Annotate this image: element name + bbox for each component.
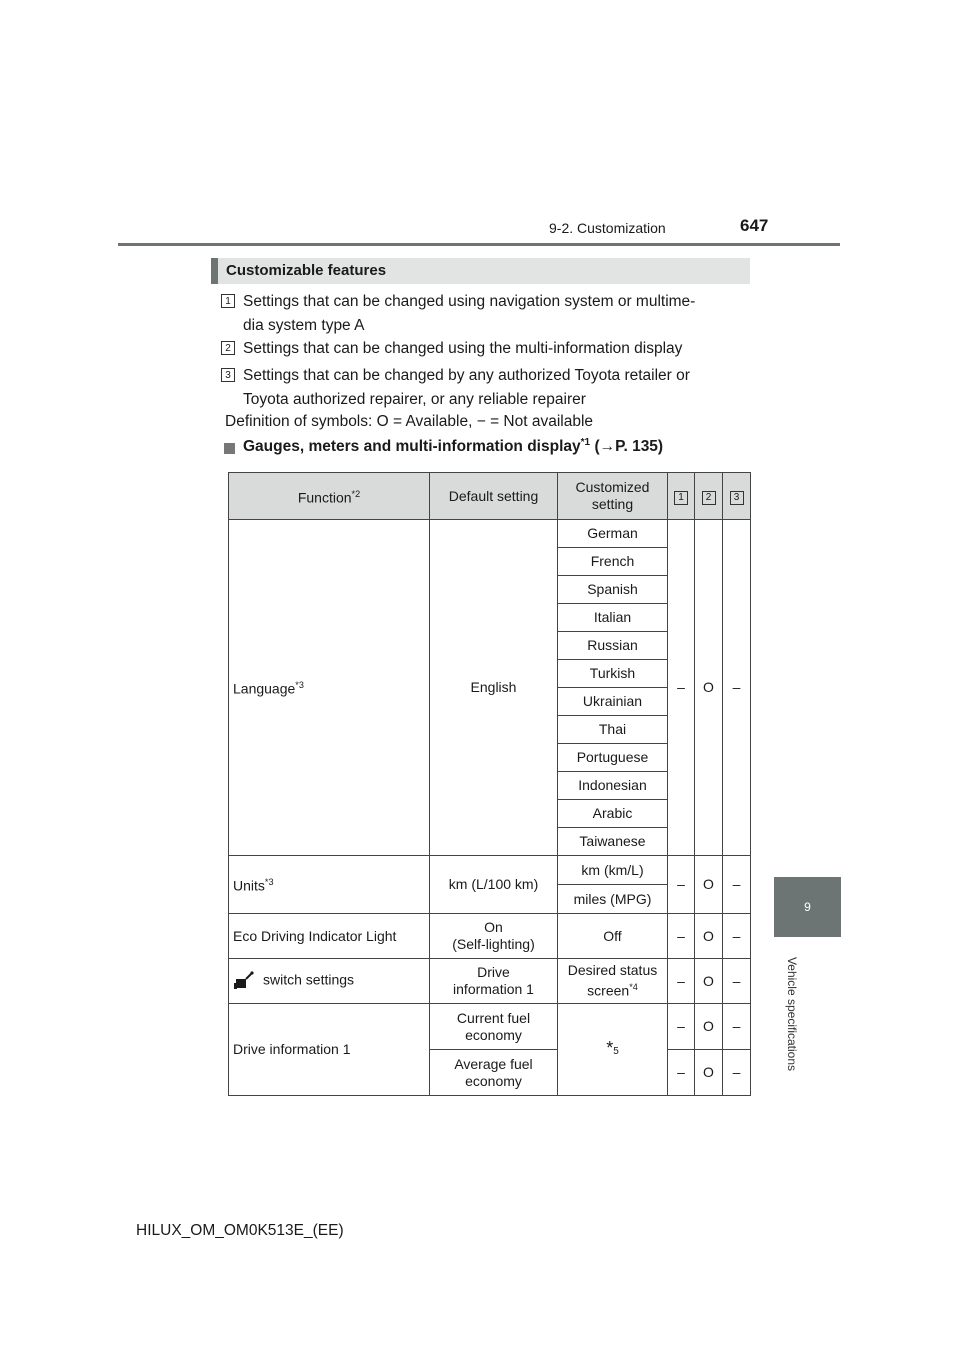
switch-c3: – bbox=[723, 959, 751, 1004]
item-number-3: 3 bbox=[221, 368, 235, 382]
eco-c2: O bbox=[695, 914, 723, 959]
language-option: Ukrainian bbox=[558, 688, 668, 716]
language-c1: – bbox=[668, 520, 695, 856]
drive-c2: O bbox=[695, 1004, 723, 1050]
language-option: Italian bbox=[558, 604, 668, 632]
language-option: Turkish bbox=[558, 660, 668, 688]
language-option: Thai bbox=[558, 716, 668, 744]
drive-c1: – bbox=[668, 1004, 695, 1050]
header-customized: Customized setting bbox=[558, 473, 668, 520]
gauges-title: Gauges, meters and multi-information display bbox=[243, 438, 581, 456]
item-2: Settings that can be changed using the multi-information display bbox=[243, 340, 683, 357]
units-c1: – bbox=[668, 856, 695, 914]
drive-option-1: Current fuel economy bbox=[430, 1004, 558, 1050]
document-code: HILUX_OM_OM0K513E_(EE) bbox=[136, 1222, 344, 1239]
switch-custom: Desired status screen$^{*4}$ bbox=[558, 959, 668, 1004]
section-title: 9-2. Customization bbox=[549, 220, 666, 236]
switch-c2: O bbox=[695, 959, 723, 1004]
units-cell: Units$^{*3}$ bbox=[229, 856, 430, 914]
item-1-line-2: dia system type A bbox=[243, 317, 365, 334]
eco-default: On (Self-lighting) bbox=[430, 914, 558, 959]
eco-c1: – bbox=[668, 914, 695, 959]
table-row bbox=[229, 856, 751, 885]
square-bullet-icon bbox=[224, 443, 235, 454]
language-option: Russian bbox=[558, 632, 668, 660]
drive-info-cell: Drive information 1 bbox=[229, 1004, 430, 1096]
item-1-line-1: Settings that can be changed using navigation system or multime- bbox=[243, 293, 696, 310]
header-col-3: 3 bbox=[723, 473, 751, 520]
drive-c3: – bbox=[723, 1004, 751, 1050]
header-col-2: 2 bbox=[695, 473, 723, 520]
header-default: Default setting bbox=[430, 473, 558, 520]
table-row bbox=[229, 959, 751, 1004]
page-number: 647 bbox=[740, 216, 769, 235]
settings-table bbox=[228, 472, 751, 1096]
language-c3: – bbox=[723, 520, 751, 856]
drive-c2b: O bbox=[695, 1050, 723, 1096]
table-header-row bbox=[229, 473, 751, 520]
steering-switch-icon bbox=[233, 971, 255, 991]
chapter-label-text: Vehicle specifications bbox=[785, 956, 799, 1072]
eco-c3: – bbox=[723, 914, 751, 959]
language-option: Indonesian bbox=[558, 772, 668, 800]
switch-c1: – bbox=[668, 959, 695, 1004]
drive-c1b: – bbox=[668, 1050, 695, 1096]
drive-option-2: Average fuel economy bbox=[430, 1050, 558, 1096]
language-option: Spanish bbox=[558, 576, 668, 604]
units-option-1: km (km/L) bbox=[558, 856, 668, 885]
switch-default: Drive information 1 bbox=[430, 959, 558, 1004]
chapter-number: 9 bbox=[804, 900, 811, 914]
language-cell: Language$^{*3}$ bbox=[229, 520, 430, 856]
language-default: English bbox=[430, 520, 558, 856]
language-option: Portuguese bbox=[558, 744, 668, 772]
language-option: German bbox=[558, 520, 668, 548]
units-c2: O bbox=[695, 856, 723, 914]
language-option: Arabic bbox=[558, 800, 668, 828]
item-1 bbox=[243, 290, 746, 338]
eco-custom: Off bbox=[558, 914, 668, 959]
heading-text: Customizable features bbox=[226, 262, 387, 279]
item-3 bbox=[243, 364, 746, 412]
header-col-1: 1 bbox=[668, 473, 695, 520]
language-option: Taiwanese bbox=[558, 828, 668, 856]
item-number-1: 1 bbox=[221, 294, 235, 308]
table-row bbox=[229, 1004, 751, 1050]
chapter-tab[interactable] bbox=[774, 877, 841, 937]
units-option-2: miles (MPG) bbox=[558, 885, 668, 914]
header-rule bbox=[118, 243, 840, 246]
header-function: Function$^{*2}$ bbox=[229, 473, 430, 520]
gauges-ref[interactable]: (→P. 135) bbox=[594, 438, 664, 456]
drive-c3b: – bbox=[723, 1050, 751, 1096]
language-option: French bbox=[558, 548, 668, 576]
symbol-definition: Definition of symbols: O = Available, − = Not available bbox=[225, 413, 594, 430]
language-c2: O bbox=[695, 520, 723, 856]
customizable-features-heading bbox=[211, 258, 750, 284]
item-3-line-1: Settings that can be changed by any authorized Toyota retailer or bbox=[243, 367, 690, 384]
units-c3: – bbox=[723, 856, 751, 914]
gauges-sup: *1 bbox=[580, 437, 591, 448]
item-3-line-2: Toyota authorized repairer, or any reliable repairer bbox=[243, 391, 586, 408]
units-default: km (L/100 km) bbox=[430, 856, 558, 914]
switch-cell: switch settings bbox=[229, 959, 430, 1004]
table-row bbox=[229, 520, 751, 548]
drive-custom: *5 bbox=[558, 1004, 668, 1096]
eco-cell: Eco Driving Indicator Light bbox=[229, 914, 430, 959]
chapter-label bbox=[774, 945, 814, 1085]
table-row bbox=[229, 914, 751, 959]
item-number-2: 2 bbox=[221, 341, 235, 355]
gauges-heading bbox=[243, 437, 663, 456]
